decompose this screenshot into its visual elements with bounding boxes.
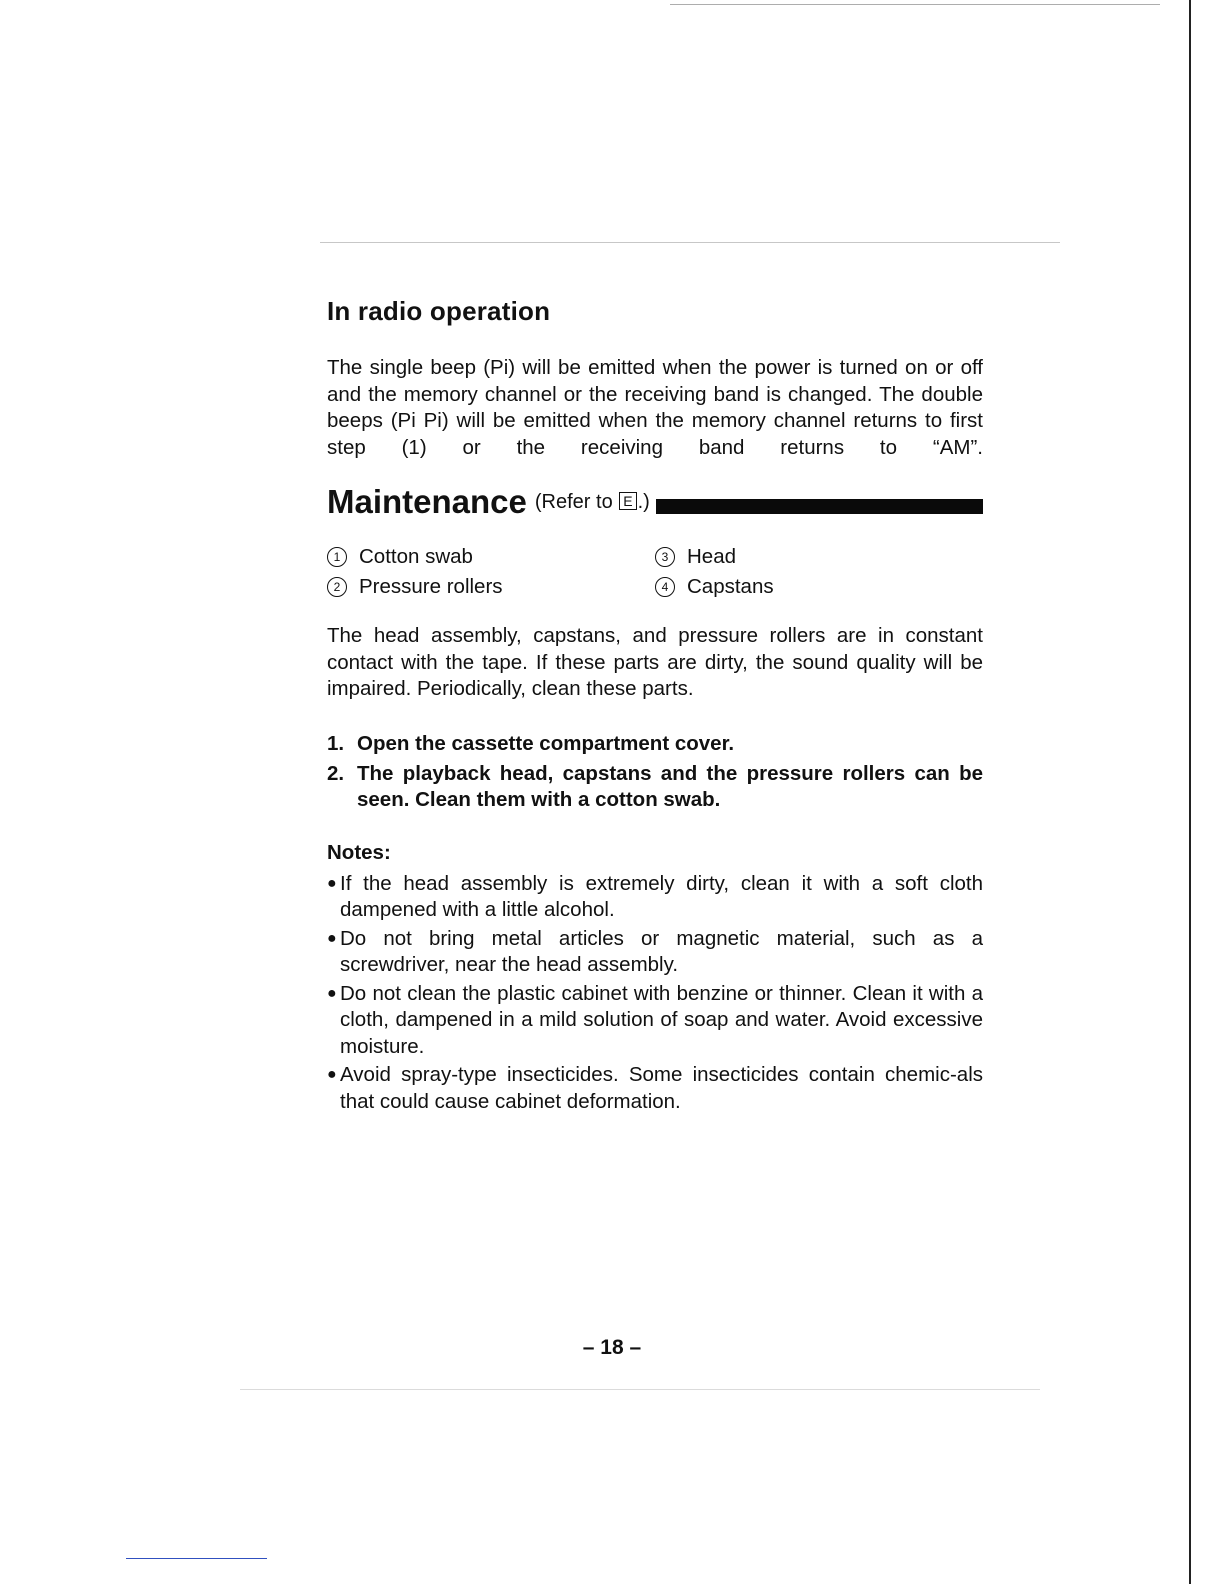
step-number: 1. — [327, 731, 345, 755]
part-label: Cotton swab — [359, 545, 473, 568]
part-item — [655, 545, 983, 569]
part-item — [327, 575, 655, 599]
steps-list — [327, 731, 983, 813]
maintenance-reference — [535, 491, 650, 514]
heading-bar — [656, 499, 983, 514]
step-number: 2. — [327, 761, 345, 785]
maintenance-intro: The head assembly, capstans, and pressure rollers are in constant contact with the tape. If these parts are dirty, the sound quality will be impaired. Periodically, clean these parts. — [327, 624, 983, 700]
radio-heading: In radio operation — [327, 296, 551, 326]
circled-number-icon: 4 — [655, 577, 675, 597]
page-content — [327, 296, 983, 1117]
step-item — [327, 761, 983, 813]
part-label: Capstans — [687, 575, 774, 598]
scan-artifact-lower — [240, 1389, 1040, 1390]
radio-paragraph: The single beep (Pi) will be emitted when the power is turned on or off and the memory channel or the receiving band is changed. The double beeps (Pi Pi) will be emitted when the memory channel returns to first step (1) or the receiving band returns to “AM”. — [327, 356, 983, 459]
note-item — [327, 1062, 983, 1115]
figure-letter-box: E — [619, 492, 636, 510]
maintenance-title: Maintenance — [327, 483, 527, 520]
part-item — [327, 545, 655, 569]
note-text: Avoid spray-type insecticides. Some insecticides contain chemic-als that could cause cabinet deformation. — [340, 1063, 983, 1113]
part-label: Pressure rollers — [359, 575, 503, 598]
notes-list — [327, 871, 983, 1116]
footer-line — [126, 1558, 267, 1559]
parts-list — [327, 545, 983, 599]
page-number: – 18 – — [582, 1336, 642, 1359]
bullet-icon: ● — [327, 984, 337, 1002]
step-text: The playback head, capstans and the pressure rollers can be seen. Clean them with a cotton swab. — [357, 761, 983, 811]
note-text: If the head assembly is extremely dirty, clean it with a soft cloth dampened with a little alcohol. — [340, 871, 983, 921]
note-item — [327, 871, 983, 924]
circled-number-icon: 1 — [327, 547, 347, 567]
note-item — [327, 981, 983, 1061]
ref-suffix: .) — [637, 490, 650, 513]
bullet-icon: ● — [327, 929, 337, 947]
maintenance-heading — [327, 483, 983, 521]
circled-number-icon: 2 — [327, 577, 347, 597]
part-item — [655, 575, 983, 599]
bullet-icon: ● — [327, 1066, 337, 1083]
circled-number-icon: 3 — [655, 547, 675, 567]
part-label: Head — [687, 545, 737, 568]
scan-artifact-top — [670, 4, 1160, 5]
ref-prefix: (Refer to — [534, 490, 613, 513]
note-text: Do not clean the plastic cabinet with benzine or thinner. Clean it with a cloth, dampened in a mild solution of soap and water. Avoid excessive moisture. — [340, 981, 983, 1058]
step-item — [327, 731, 983, 757]
note-text: Do not bring metal articles or magnetic material, such as a screwdriver, near the head assembly. — [340, 926, 983, 976]
bullet-icon: ● — [327, 874, 337, 892]
step-text: Open the cassette compartment cover. — [357, 731, 735, 755]
notes-title: Notes: — [327, 840, 391, 864]
note-item — [327, 926, 983, 979]
scan-artifact-upper — [320, 242, 1060, 243]
